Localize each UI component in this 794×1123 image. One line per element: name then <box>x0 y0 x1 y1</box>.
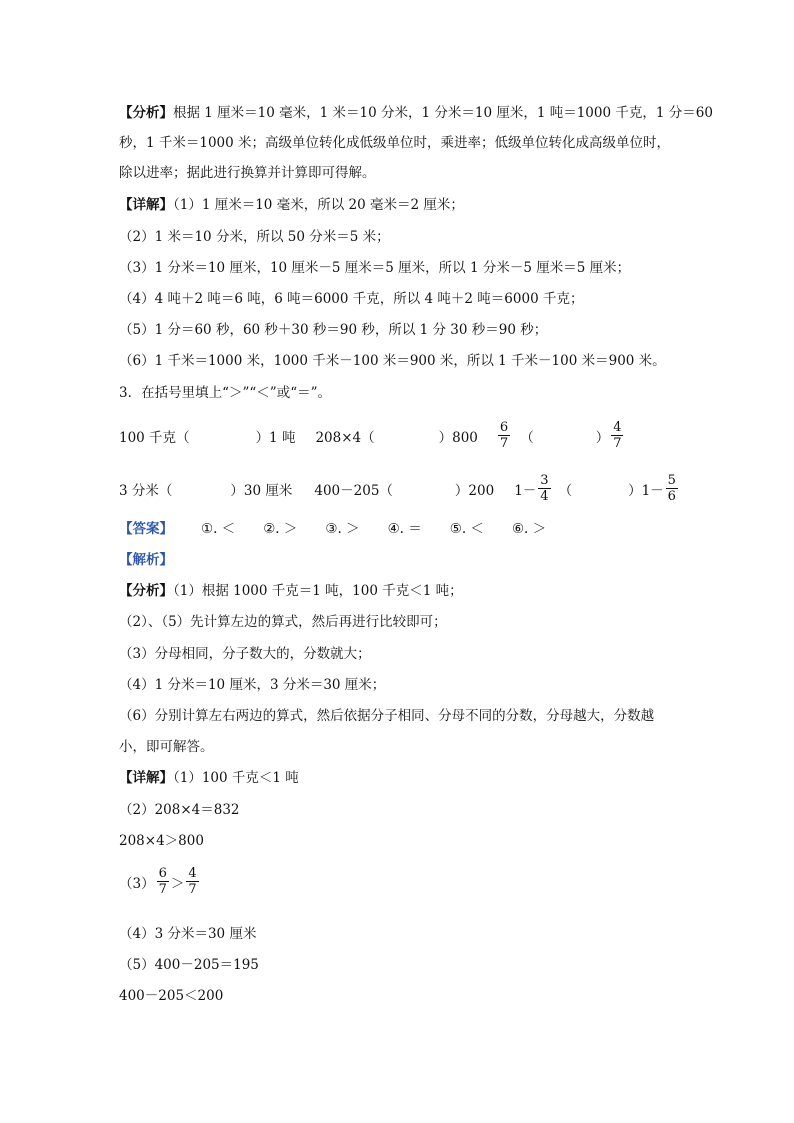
analysis-line-3: 除以进率；据此进行换算并计算即可得解。 <box>119 165 376 181</box>
answer-item-5: ⑤. ＜ <box>449 521 484 537</box>
analysis-line-2: 秒，1 千米＝1000 米；高级单位转化成低级单位时，乘进率；低级单位转化成高级单位时， <box>119 135 671 151</box>
answer-item-3: ③. ＞ <box>325 521 360 537</box>
detail-line-5: （5）1 分＝60 秒，60 秒＋30 秒＝90 秒，所以 1 分 30 秒＝90 秒； <box>119 322 548 338</box>
analysis2-line-4: （4）1 分米＝10 厘米，3 分米＝30 厘米； <box>119 677 386 693</box>
detail-line-3: （3）1 分米＝10 厘米，10 厘米－5 厘米＝5 厘米，所以 1 分米－5 厘米＝5 厘米； <box>119 260 631 276</box>
answer-line <box>119 519 546 539</box>
detail2-fraction-right: $\frac{4}{7}$ <box>188 866 197 897</box>
q3-item-4-right: ）30 厘米 <box>230 482 293 499</box>
q3-item-6-fraction-right: $\frac{5}{6}$ <box>667 473 676 504</box>
analysis2-line-5: （6）分别计算左右两边的算式，然后依据分子相同、分母不同的分数，分母越大，分数越 <box>119 708 655 724</box>
analysis-tag: 【分析】 <box>119 105 173 121</box>
q3-item-2-left: 208×4（ <box>315 429 375 446</box>
analysis2-tag: 【分析】 <box>119 583 173 599</box>
detail2-tag: 【详解】 <box>119 770 173 786</box>
detail2-compare-op: ＞ <box>170 875 185 892</box>
answer-tag: 【答案】 <box>119 521 173 537</box>
q3-item-3-fraction-left: $\frac{6}{7}$ <box>499 420 509 451</box>
answer-item-1: ①. ＜ <box>201 521 236 537</box>
q3-item-6-one-minus: 1－ <box>514 482 537 499</box>
answer-item-6: ⑥. ＞ <box>511 521 547 537</box>
detail2-line-7: 400－205＜200 <box>119 988 224 1004</box>
question-3-row-1 <box>119 420 625 451</box>
analysis-line-1 <box>119 103 713 123</box>
analysis2-text: （1）根据 1000 千克＝1 吨，100 千克＜1 吨； <box>173 583 463 599</box>
detail-line-4: （4）4 吨＋2 吨＝6 吨，6 吨＝6000 千克，所以 4 吨＋2 吨＝6000 千克； <box>119 291 584 307</box>
question-3-title: 3．在括号里填上“＞”“＜”或“＝”。 <box>119 385 331 401</box>
q3-item-3-open: （ <box>520 429 534 446</box>
detail-line-1 <box>119 195 464 215</box>
analysis2-line-1 <box>119 581 463 601</box>
detail-line-2: （2）1 米＝10 分米，所以 50 分米＝5 米； <box>119 229 390 245</box>
detail2-line-5: （4）3 分米＝30 厘米 <box>119 926 257 942</box>
q3-item-6-fraction-left: $\frac{3}{4}$ <box>540 473 549 504</box>
q3-item-6-open: （ <box>558 482 573 499</box>
detail2-line-1 <box>119 768 299 788</box>
q3-item-4-left: 3 分米（ <box>119 482 173 499</box>
explanation-tag: 【解析】 <box>119 552 173 568</box>
detail2-line-4 <box>119 866 201 897</box>
analysis-text: 根据 1 厘米＝10 毫米，1 米＝10 分米，1 分米＝10 厘米，1 吨＝1000 千克，1 分＝60 <box>173 105 713 121</box>
q3-item-5-left: 400－205（ <box>314 482 393 499</box>
detail2-line-2: （2）208×4＝832 <box>119 802 240 818</box>
q3-item-5-right: ）200 <box>454 482 495 499</box>
q3-item-1-left: 100 千克（ <box>119 429 190 446</box>
answer-item-2: ②. ＞ <box>263 521 298 537</box>
detail2-line-6: （5）400－205＝195 <box>119 957 259 973</box>
analysis2-line-2: （2）、（5）先计算左边的算式，然后再进行比较即可； <box>119 614 447 630</box>
answer-item-4: ④. ＝ <box>387 521 422 537</box>
q3-item-2-right: ）800 <box>438 429 478 446</box>
detail2-line-3: 208×4＞800 <box>119 833 204 849</box>
detail2-fraction-left: $\frac{6}{7}$ <box>158 866 167 897</box>
detail-tag: 【详解】 <box>119 197 173 213</box>
detail-text: （1）1 厘米＝10 毫米，所以 20 毫米＝2 厘米； <box>173 197 464 213</box>
analysis2-line-6: 小，即可解答。 <box>119 739 214 755</box>
q3-item-3-fraction-right: $\frac{4}{7}$ <box>613 420 622 451</box>
analysis2-line-3: （3）分母相同，分子数大的，分数就大； <box>119 646 371 662</box>
q3-item-1-right: ）1 吨 <box>255 429 296 446</box>
detail2-line-4-prefix: （3） <box>119 875 155 892</box>
q3-item-3-close: ） <box>595 429 610 446</box>
q3-item-6-close: ）1－ <box>628 482 664 499</box>
detail2-text: （1）100 千克＜1 吨 <box>173 770 299 786</box>
detail-line-6: （6）1 千米＝1000 米，1000 千米－100 米＝900 米，所以 1 千米－100 米＝900 米。 <box>119 353 666 369</box>
question-3-row-2 <box>119 473 680 504</box>
